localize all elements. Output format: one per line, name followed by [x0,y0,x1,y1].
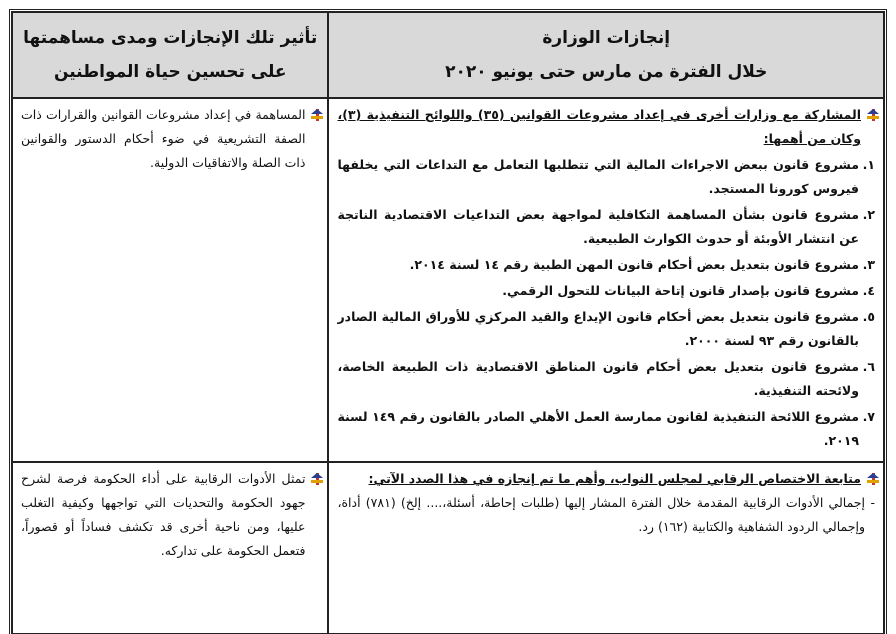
lead-title: المشاركة مع وزارات أخرى في إعداد مشروعات القوانين (٣٥) واللوائح التنفيذية (٣)، وكان من أهمها: [337,107,861,146]
pointing-arrow-bullet-icon [867,472,879,486]
impact-paragraph [21,467,319,563]
list-item [337,153,875,201]
item-number: ٣. [862,257,875,272]
header-achievements-line2: خلال الفترة من مارس حتى يونيو ٢٠٢٠ [445,62,768,82]
table-row [12,462,884,634]
list-item [337,203,875,251]
item-text: إجمالي الأدوات الرقابية المقدمة خلال الفترة المشار إليها (طلبات إحاطة، أسئلة،.... إلخ) (٧٨١) أداة، وإجمالي الردود الشفاهية والكتابية (١٦٢) رد. [337,495,865,534]
impact-text: المساهمة في إعداد مشروعات القوانين والقرارات ذات الصفة التشريعية في ضوء أحكام الدستور والقوانين ذات الصلة والاتفاقيات الدولية. [21,107,306,170]
list-item [337,355,875,403]
header-impact-line2: على تحسين حياة المواطنين [53,62,287,82]
lead-title: متابعة الاختصاص الرقابي لمجلس النواب، وأهم ما تم إنجازه في هذا الصدد الآتي: [368,471,861,486]
list-item [337,405,875,453]
item-number: ١. [862,157,875,172]
item-number: ٢. [862,207,875,222]
item-text: مشروع قانون بإصدار قانون إتاحة البيانات للتحول الرقمي. [502,283,859,298]
item-number: ٧. [862,409,875,424]
list-item [337,279,875,303]
header-achievements-line1: إنجازات الوزارة [542,28,671,48]
impact-paragraph [21,103,319,175]
item-number: ٥. [862,309,875,324]
impact-cell [12,98,328,462]
item-text: مشروع قانون بتعديل بعض أحكام قانون المناطق الاقتصادية ذات الطبيعة الخاصة، ولائحته التنفيذية. [337,359,859,398]
item-text: مشروع قانون بشأن المساهمة التكافلية لمواجهة بعض التداعيات الاقتصادية الناتجة عن انتشار الأوبئة أو حدوث الكوارث الطبيعية. [337,207,859,246]
header-impact-line1: تأثير تلك الإنجازات ومدى مساهمتها [23,28,318,48]
item-text: مشروع اللائحة التنفيذية لقانون ممارسة العمل الأهلي الصادر بالقانون رقم ١٤٩ لسنة ٢٠١٩. [337,409,860,448]
item-text: مشروع قانون بتعديل بعض أحكام قانون الإيداع والقيد المركزي للأوراق المالية الصادر بالقانون رقم ٩٣ لسنة ٢٠٠٠. [337,309,859,348]
achievements-table [12,12,884,634]
list-item [337,305,875,353]
item-dash: - [870,495,875,510]
impact-text: تمثل الأدوات الرقابية على أداء الحكومة فرصة لشرح جهود الحكومة والتحديات التي تواجهها وكيفية التغلب عليها، ومن ناحية أخرى قد تكشف فساداً أو قصوراً، فتعمل الحكومة على تداركه. [21,471,306,558]
item-text: مشروع قانون ببعض الاجراءات المالية التي تتطلبها التعامل مع التداعات التي يخلفها فيروس كورونا المستجد. [337,157,859,196]
pointing-arrow-bullet-icon [311,108,323,122]
lead-paragraph [337,467,875,491]
pointing-arrow-bullet-icon [311,472,323,486]
table-row [12,98,884,462]
item-number: ٦. [862,359,875,374]
lead-paragraph [337,103,875,151]
list-item [337,253,875,277]
list-item [337,491,875,539]
header-achievements [328,12,884,98]
item-text: مشروع قانون بتعديل بعض أحكام قانون المهن الطبية رقم ١٤ لسنة ٢٠١٤. [409,257,859,272]
law-list [337,153,875,453]
pointing-arrow-bullet-icon [867,108,879,122]
achievements-cell [328,98,884,462]
achievements-cell [328,462,884,634]
table-header-row [12,12,884,98]
item-number: ٤. [862,283,875,298]
impact-cell [12,462,328,634]
header-impact [12,12,328,98]
